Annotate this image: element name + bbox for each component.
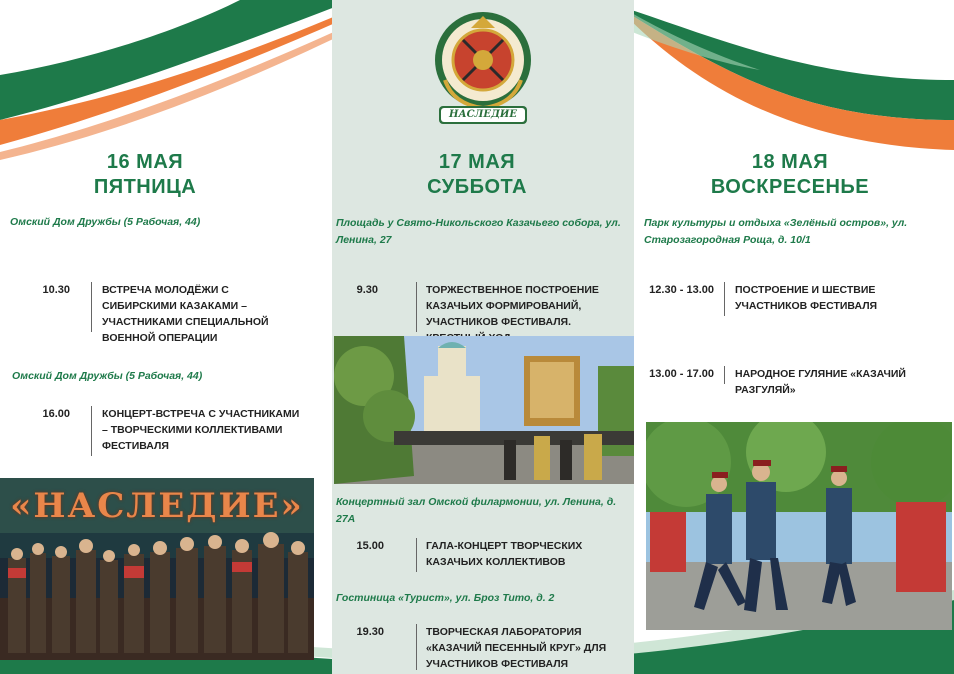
day1-stage-photo [0, 478, 314, 660]
day2-event2-time: 15.00 [356, 540, 384, 552]
day3-header [680, 150, 900, 200]
day1-event1-title: ВСТРЕЧА МОЛОДЁЖИ С СИБИРСКИМИ КАЗАКАМИ – УЧАСТНИКАМИ СПЕЦИАЛЬНОЙ ВОЕННОЙ ОПЕРАЦИИ [102, 284, 269, 344]
day3-venue-1: Парк культуры и отдыха «Зелёный остров», ул. Старозагородная Роща, д. 10/1 [644, 217, 908, 246]
day2-procession-photo [334, 336, 634, 484]
day2-event3-time: 19.30 [356, 626, 384, 638]
day2-event1-time: 9.30 [356, 284, 378, 296]
day1-event1-time: 10.30 [42, 284, 70, 296]
event-divider [91, 406, 92, 456]
day2-venue-3: Гостиница «Турист», ул. Броз Тито, д. 2 [336, 592, 555, 604]
event-divider [91, 282, 92, 332]
day1-event2-time: 16.00 [42, 408, 70, 420]
day2-event1-title: ТОРЖЕСТВЕННОЕ ПОСТРОЕНИЕ КАЗАЧЬИХ ФОРМИРОВАНИЙ, УЧАСТНИКОВ ФЕСТИВАЛЯ. [426, 284, 599, 328]
day3-dance-photo [646, 422, 952, 630]
event-divider [416, 282, 417, 332]
day1-date: 16 МАЯ [106, 151, 184, 173]
day2-header [372, 150, 582, 200]
day3-weekday: ВОСКРЕСЕНЬЕ [710, 176, 870, 198]
day1-venue-2: Омский Дом Дружбы (5 Рабочая, 44) [12, 370, 203, 382]
day3-event1-title: ПОСТРОЕНИЕ И ШЕСТВИЕ УЧАСТНИКОВ ФЕСТИВАЛЯ [735, 284, 878, 312]
day2-venue-2: Концертный зал Омской филармонии, ул. Ленина, д. 27А [336, 496, 617, 525]
day1-venue-1: Омский Дом Дружбы (5 Рабочая, 44) [10, 216, 201, 228]
day2-event2-title: ГАЛА-КОНЦЕРТ ТВОРЧЕСКИХ КАЗАЧЬИХ КОЛЛЕКТИВОВ [426, 540, 583, 568]
event-divider [724, 366, 725, 384]
event-divider [724, 282, 725, 316]
day1-weekday: ПЯТНИЦА [93, 176, 197, 198]
logo-name: НАСЛЕДИЕ [449, 109, 517, 120]
day2-event3-title: ТВОРЧЕСКАЯ ЛАБОРАТОРИЯ «КАЗАЧИЙ ПЕСЕННЫЙ КРУГ» ДЛЯ УЧАСТНИКОВ ФЕСТИВАЛЯ [426, 626, 607, 670]
day3-date: 18 МАЯ [751, 151, 829, 173]
event-divider [416, 538, 417, 572]
event-divider [416, 624, 417, 670]
festival-logo [431, 8, 535, 130]
day3-event2-time: 13.00 - 17.00 [649, 368, 714, 380]
day1-banner-text: «НАСЛЕДИЕ» [10, 486, 304, 526]
day2-venue-1: Площадь у Свято-Никольского Казачьего собора, ул. Ленина, 27 [336, 217, 621, 246]
day3-event1-time: 12.30 - 13.00 [649, 284, 714, 296]
day2-date: 17 МАЯ [438, 151, 516, 173]
day1-header [40, 150, 250, 200]
day1-event2-title: КОНЦЕРТ-ВСТРЕЧА С УЧАСТНИКАМИ – ТВОРЧЕСКИМИ КОЛЛЕКТИВАМИ ФЕСТИВАЛЯ [102, 408, 300, 452]
day3-event2-title: НАРОДНОЕ ГУЛЯНИЕ «КАЗАЧИЙ РАЗГУЛЯЙ» [735, 368, 906, 396]
day2-weekday: СУББОТА [427, 176, 527, 198]
